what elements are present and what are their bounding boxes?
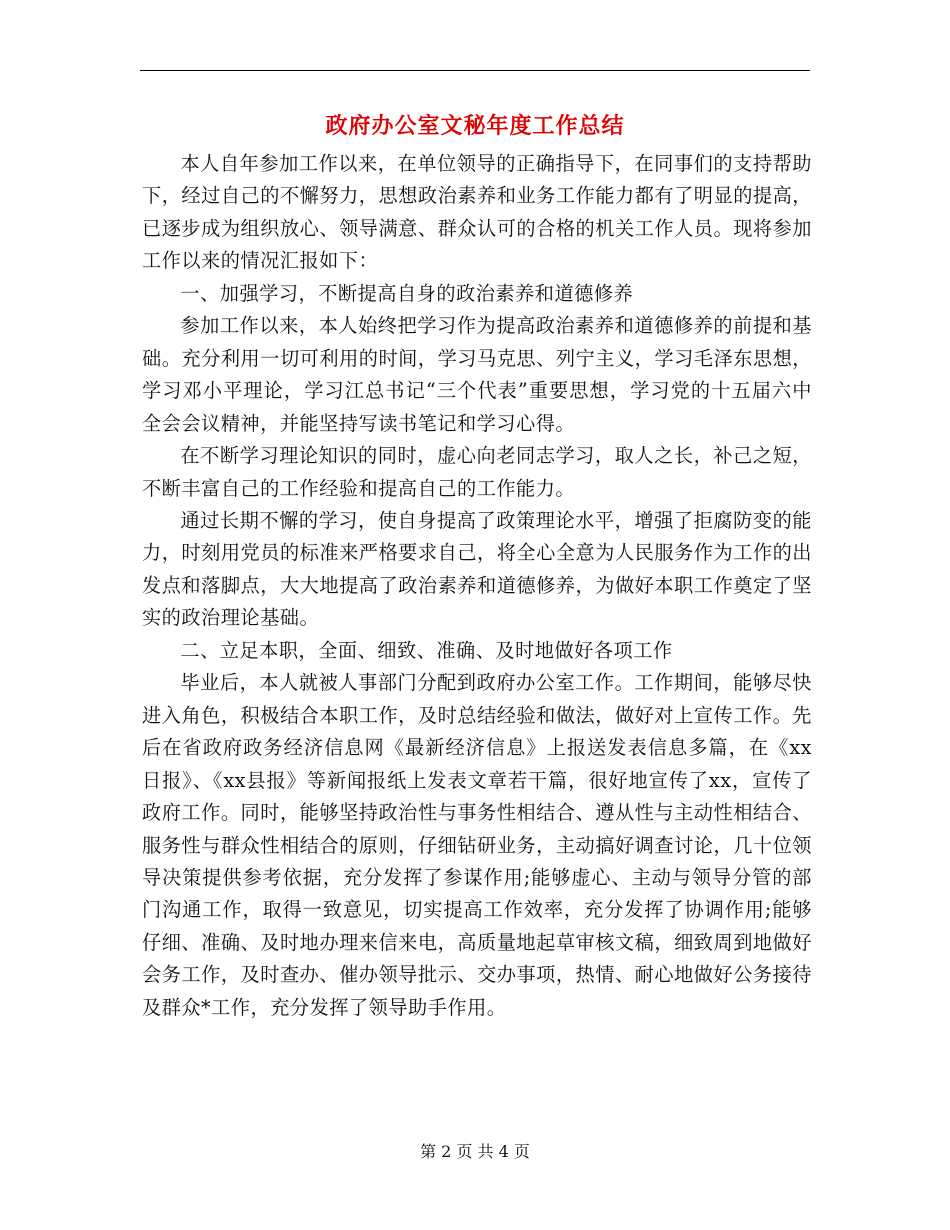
section-heading-2: 二、立足本职，全面、细致、准确、及时地做好各项工作 (180, 638, 673, 662)
result-paragraph: 通过长期不懈的学习，使自身提高了政策理论水平，增强了拒腐防变的能力，时刻用党员的标准来严格要求自己，将全心全意为人民服务作为工作的出发点和落脚点，大大地提高了政治素养和道德修养，为做好本职工作奠定了坚实的政治理论基础。 (142, 508, 812, 630)
document-title: 政府办公室文秘年度工作总结 (325, 113, 625, 139)
learning-paragraph: 在不断学习理论知识的同时，虚心向老同志学习，取人之长，补己之短，不断丰富自己的工作经验和提高自己的工作能力。 (142, 444, 812, 500)
document-body (142, 148, 812, 1024)
section-heading-1: 一、加强学习，不断提高自身的政治素养和道德修养 (180, 281, 634, 305)
intro-paragraph: 本人自年参加工作以来，在单位领导的正确指导下，在同事们的支持帮助下，经过自己的不懈努力，思想政治素养和业务工作能力都有了明显的提高，已逐步成为组织放心、领导满意、群众认可的合格的机关工作人员。现将参加工作以来的情况汇报如下： (142, 152, 812, 273)
study-paragraph: 参加工作以来，本人始终把学习作为提高政治素养和道德修养的前提和基础。充分利用一切可利用的时间，学习马克思、列宁主义，学习毛泽东思想，学习邓小平理论，学习江总书记“三个代表”重要思想，学习党的十五届六中全会会议精神，并能坚持写读书笔记和学习心得。 (142, 314, 812, 435)
header-rule (140, 70, 810, 71)
page-number: 第 2 页 共 4 页 (420, 1142, 530, 1161)
work-paragraph: 毕业后，本人就被人事部门分配到政府办公室工作。工作期间，能够尽快进入角色，积极结合本职工作，及时总结经验和做法，做好对上宣传工作。先后在省政府政务经济信息网《最新经济信息》上报送发表信息多篇，在《xx日报》、《xx县报》等新闻报纸上发表文章若干篇，很好地宣传了xx，宣传了政府工作。同时，能够坚持政治性与事务性相结合、遵从性与主动性相结合、服务性与群众性相结合的原则，仔细钻研业务，主动搞好调查讨论，几十位领导决策提供参考依据，充分发挥了参谋作用;能够虚心、主动与领导分管的部门沟通工作，取得一致意见，切实提高工作效率，充分发挥了协调作用;能够仔细、准确、及时地办理来信来电，高质量地起草审核文稿，细致周到地做好会务工作，及时查办、催办领导批示、交办事项，热情、耐心地做好公务接待及群众*工作，充分发挥了领导助手作用。 (142, 671, 812, 1019)
